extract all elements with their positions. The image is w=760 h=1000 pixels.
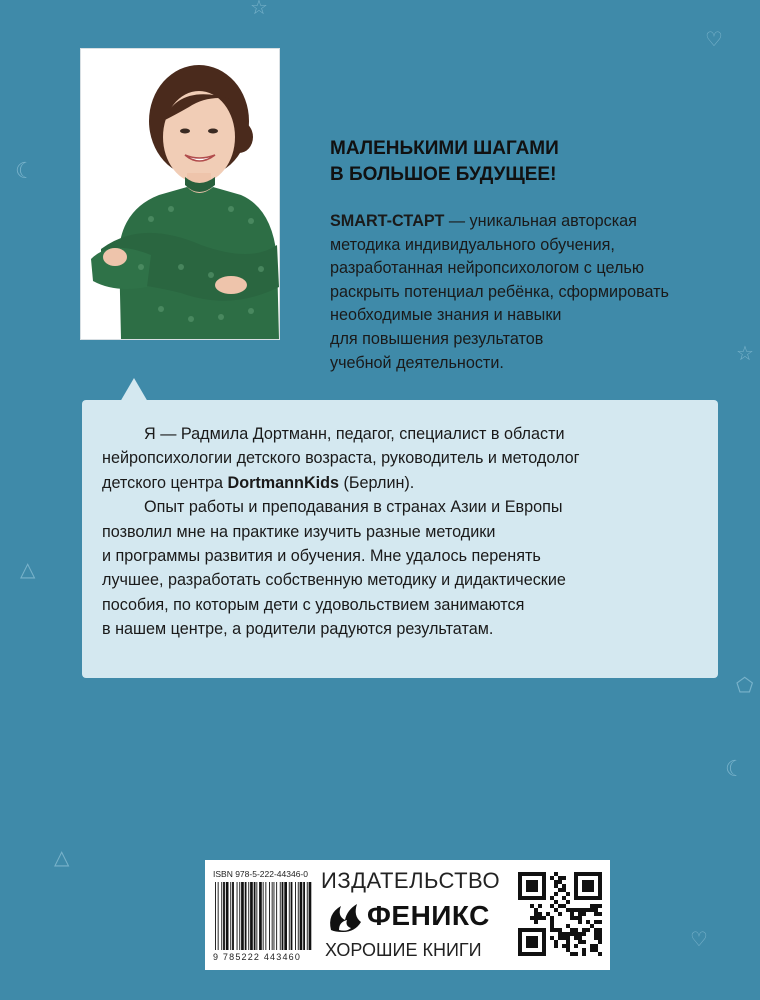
- bio-line: Я — Радмила Дортманн, педагог, специалист в области: [144, 425, 565, 443]
- slogan-line: МАЛЕНЬКИМИ ШАГАМИ: [330, 138, 559, 159]
- publisher-panel: [205, 860, 610, 970]
- center-name: DortmannKids: [227, 473, 340, 492]
- bio-line: и программы развития и обучения. Мне удалось перенять: [102, 547, 541, 566]
- star-doodle-icon: ☆: [736, 343, 754, 365]
- bio-line: [102, 471, 702, 495]
- bio-line: в нашем центре, а родители радуются результатам.: [102, 620, 494, 639]
- barcode-digits: 9 785222 443460: [213, 952, 302, 962]
- description-text: — уникальная авторская: [444, 212, 637, 230]
- triangle-doodle-icon: △: [20, 559, 36, 581]
- publisher-label: ИЗДАТЕЛЬСТВО: [321, 868, 501, 893]
- isbn-label: ISBN 978-5-222-44346-0: [213, 869, 308, 879]
- description-line: необходимые знания и навыки: [330, 306, 562, 325]
- pentagon-doodle-icon: ⬠: [736, 675, 754, 697]
- star-doodle-icon: ☆: [250, 0, 268, 19]
- publisher-brand-name: ФЕНИКС: [367, 900, 490, 931]
- bio-line: пособия, по которым дети с удовольствием занимаются: [102, 595, 525, 614]
- description-line: методика индивидуального обучения,: [330, 235, 615, 254]
- slogan-line: В БОЛЬШОЕ БУДУЩЕЕ!: [330, 164, 557, 185]
- book-slogan: [330, 136, 730, 188]
- description-line: для повышения результатов: [330, 329, 544, 348]
- heart-doodle-icon: ♡: [705, 29, 723, 51]
- method-description: [330, 210, 740, 375]
- author-bio: [102, 422, 702, 642]
- method-name: SMART-СТАРТ: [330, 212, 445, 230]
- qr-code-icon[interactable]: [518, 872, 602, 956]
- phoenix-logo-icon: [325, 900, 365, 934]
- description-line: разработанная нейропсихологом с целью: [330, 259, 644, 278]
- author-portrait: [81, 49, 279, 339]
- triangle-doodle-icon: △: [54, 847, 70, 869]
- bio-text: детского центра: [102, 473, 228, 492]
- description-line: [330, 210, 740, 234]
- bio-line: позволил мне на практике изучить разные методики: [102, 522, 496, 541]
- barcode-icon: [213, 882, 313, 950]
- speech-bubble-tail: [120, 378, 148, 402]
- moon-doodle-icon: ☾: [15, 158, 35, 183]
- description-line: учебной деятельности.: [330, 353, 504, 372]
- moon-doodle-icon: ☾: [725, 756, 745, 781]
- bio-line: Опыт работы и преподавания в странах Азии и Европы: [144, 498, 563, 517]
- bio-text: (Берлин).: [339, 473, 415, 492]
- bio-line: лучшее, разработать собственную методику и дидактические: [102, 571, 566, 590]
- bio-line: нейропсихологии детского возраста, руководитель и методолог: [102, 449, 580, 468]
- heart-doodle-icon: ♡: [690, 929, 708, 951]
- author-photo: [80, 48, 280, 340]
- publisher-tagline: ХОРОШИЕ КНИГИ: [325, 940, 482, 960]
- description-line: раскрыть потенциал ребёнка, сформировать: [330, 282, 669, 301]
